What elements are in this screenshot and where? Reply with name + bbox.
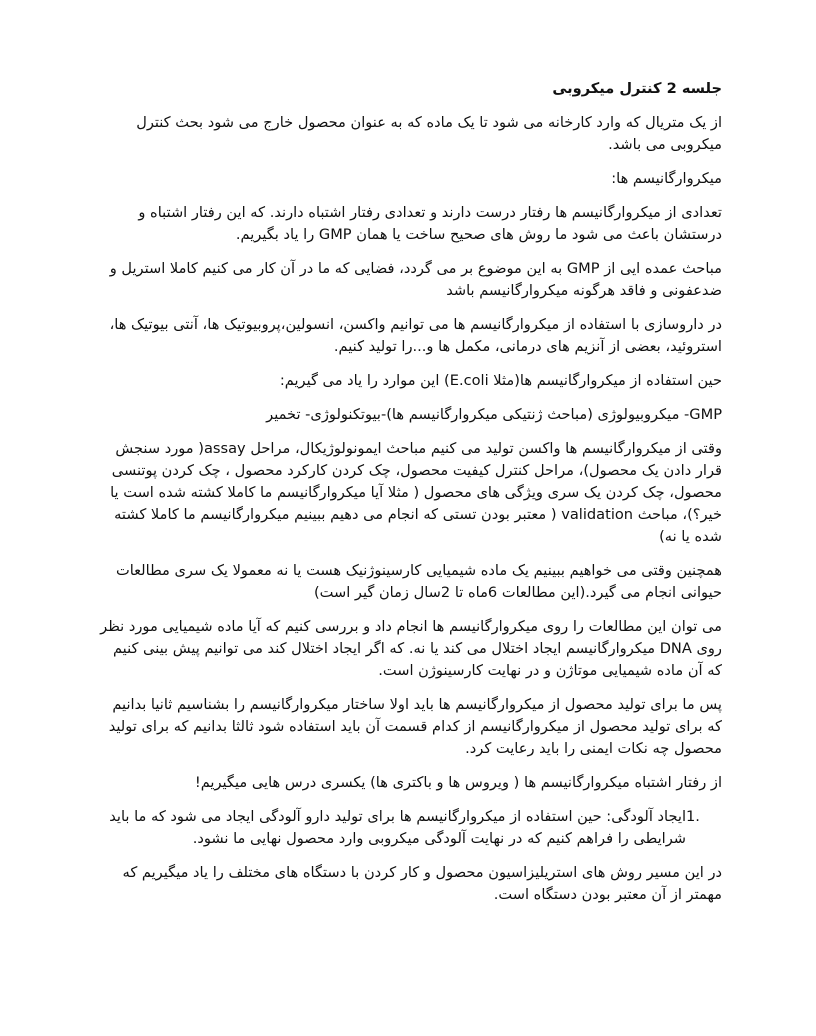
- paragraph-gmp: مباحث عمده ایی از GMP به این موضوع بر می گردد، فضایی که ما در آن کار می کنیم کاملا استریل و ضدعفونی و فاقد هرگونه میکروارگانیسم باشد: [109, 260, 722, 299]
- document-title: جلسه 2 کنترل میکروبی: [552, 80, 722, 97]
- list-item: [100, 806, 722, 850]
- list-item-number: 1.: [686, 808, 700, 825]
- paragraph-dna: می توان این مطالعات را روی میکروارگانیسم ها انجام داد و بررسی کنیم که آیا ماده شیمیایی مورد نظر روی DNA میکروارگانیسم ایجاد اختلال می کند یا نه. که اگر ایجاد اختلال کند می توانیم پیش بینی کنیم که آن ماده شیمیایی موتاژن و در نهایت کارسینوژن است.: [100, 618, 722, 679]
- paragraph-microorganisms-heading: میکروارگانیسم ها:: [611, 170, 722, 187]
- paragraph-carcinogenic: همچنین وقتی می خواهیم ببینیم یک ماده شیمیایی کارسینوژنیک هست یا نه معمولا یک سری مطالعات حیوانی انجام می گیرد.(این مطالعات 6ماه تا 2سال زمان گیر است): [115, 562, 722, 601]
- paragraph-lessons: از رفتار اشتباه میکروارگانیسم ها ( ویروس ها و باکتری ها) یکسری درس هایی میگیریم!: [194, 774, 722, 791]
- paragraph-ecoli: حین استفاده از میکروارگانیسم ها(مثلا E.coli) این موارد را یاد می گیریم:: [279, 372, 722, 389]
- paragraph-topics: GMP- میکروبیولوژی (مباحث ژنتیکی میکروارگانیسم ها)-بیوتکنولوژی- تخمیر: [266, 406, 722, 423]
- paragraph-intro: از یک متریال که وارد کارخانه می شود تا یک ماده که به عنوان محصول خارج می شود بحث کنترل میکروبی می باشد.: [136, 114, 722, 153]
- paragraph-structure: پس ما برای تولید محصول از میکروارگانیسم ها باید اولا ساختار میکروارگانیسم را بشناسیم ثانیا بدانیم که برای تولید محصول از میکروارگانیسم از کدام قسمت آن باید استفاده شود ثالثا بدانیم که برای تولید محصول چه نکات ایمنی را باید رعایت کرد.: [108, 696, 722, 757]
- paragraph-vaccine: وقتی از میکروارگانیسم ها واکسن تولید می کنیم مباحث ایمونولوژیکال، مراحل assay( مورد سنجش قرار دادن یک محصول)، مراحل کنترل کیفیت محصول، چک کردن کارکرد محصول ، چک کردن پوتنسی محصول، چک کردن یک سری ویژگی های محصول ( مثلا آیا میکروارگانیسم ما کاملا کشته شده است یا خیر؟)، مباحث validation ( معتبر بودن تستی که انجام می دهیم ببینیم میکروارگانیسم ما کاملا کشته شده یا نه): [110, 440, 722, 545]
- list-item-text: ایجاد آلودگی: حین استفاده از میکروارگانیسم ها برای تولید دارو آلودگی ایجاد می شود که ما باید شرایطی را فراهم کنیم که در نهایت آلودگی میکروبی وارد محصول نهایی ما نشود.: [109, 808, 686, 847]
- document-page: [100, 70, 722, 918]
- paragraph-closing: در این مسیر روش های استریلیزاسیون محصول و کار کردن با دستگاه های مختلف را یاد میگیریم که مهمتر از آن معتبر بودن دستگاه است.: [122, 864, 722, 903]
- paragraph-behavior: تعدادی از میکروارگانیسم ها رفتار درست دارند و تعدادی رفتار اشتباه دارند. که این رفتار اشتباه و درستشان باعث می شود ما روش های صحیح ساخت یا همان GMP را یاد بگیریم.: [138, 204, 722, 243]
- paragraph-pharmacy: در داروسازی با استفاده از میکروارگانیسم ها می توانیم واکسن، انسولین،پروبیوتیک ها، آنتی بیوتیک ها، استروئید، بعضی از آنزیم های درمانی، مکمل ها و...را تولید کنیم.: [109, 316, 722, 355]
